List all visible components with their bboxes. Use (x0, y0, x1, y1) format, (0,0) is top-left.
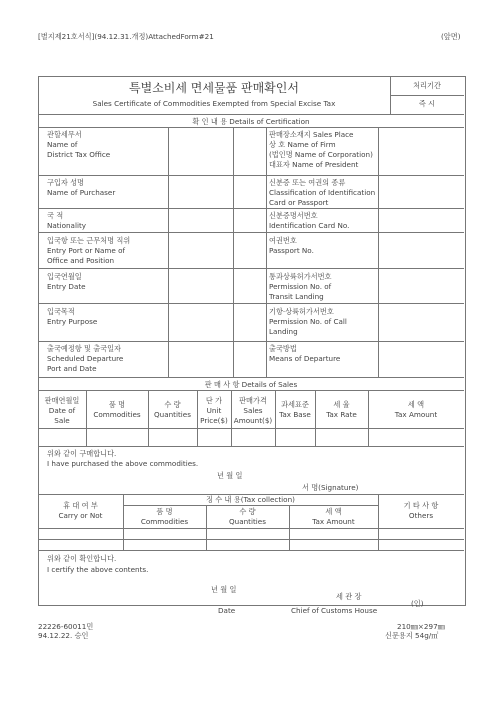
certify-statement-kr: 위와 같이 확인합니다. (47, 554, 117, 563)
call-landing-label: 기항·상륙허가서번호 Permission No. of Call Landing (269, 307, 347, 336)
entry-date-label: 입국연월일 Entry Date (47, 272, 86, 291)
purchase-statement-en: I have purchased the above commodities. (47, 459, 199, 468)
passport-number-label: 여권번호 Passport No. (269, 236, 314, 255)
form-number: [별지제21호서식](94.12.31.개정)AttachedForm#21 (38, 32, 214, 41)
sales-col-commodities: 품 명 Commodities (93, 400, 141, 419)
sales-col-date: 판매연월일 Date of Sale (44, 396, 80, 425)
form-title-english: Sales Certificate of Commodities Exempted from Special Excise Tax (92, 99, 336, 108)
sales-col-unit-price: 단 가 Unit Price($) (200, 396, 228, 425)
certification-section-title: 확 인 내 용 Details of Certification (192, 117, 310, 126)
certify-statement-en: I certify the above contents. (47, 565, 149, 574)
transit-landing-label: 통과상륙허가서번호 Permission No. of Transit Landing (269, 272, 332, 301)
district-tax-office-label: 관할세무서 Name of District Tax Office (47, 130, 111, 159)
sales-col-tax-base: 과세표준 Tax Base (279, 400, 311, 419)
paper-type: 신문용지 54g/㎡ (385, 631, 439, 640)
collection-col-commodities: 품 명 Commodities (140, 507, 189, 526)
purchaser-name-label: 구입자 성명 Name of Purchaser (47, 178, 116, 197)
departure-label: 출국예정항 및 출국일자 Scheduled Departure Port and Date (47, 344, 124, 373)
id-classification-label: 신분증 또는 여권의 종류 Classification of Identification Card or Passport (269, 178, 376, 207)
date-label-en: Date (218, 606, 236, 615)
purchase-statement-kr: 위와 같이 구매합니다. (47, 449, 117, 458)
processing-period-value: 즉 시 (418, 99, 436, 108)
sales-col-tax-rate: 세 율 Tax Rate (326, 400, 357, 419)
sales-col-tax-amount: 세 액 Tax Amount (394, 400, 438, 419)
entry-purpose-label: 입국목적 Entry Purpose (47, 307, 98, 326)
sales-col-amount: 판매가격 Sales Amount($) (233, 396, 273, 425)
customs-chief-en: Chief of Customs House (291, 606, 378, 615)
collection-col-quantities: 수 량 Quantities (229, 507, 266, 526)
others-col: 기 타 사 항 Others (403, 501, 439, 520)
certify-date-kr: 년 월 일 (211, 585, 237, 594)
signature-label: 서 명(Signature) (302, 483, 359, 492)
approval-date: 94.12.22. 승인 (38, 631, 89, 640)
purchase-date: 년 월 일 (217, 471, 243, 480)
id-card-number-label: 신분증명서번호 Identification Card No. (269, 211, 350, 230)
front-side-label: (앞면) (441, 32, 461, 41)
sales-col-quantities: 수 량 Quantities (154, 400, 191, 419)
carry-col: 휴 대 여 부 Carry or Not (58, 501, 103, 520)
processing-period-label: 처리기간 (413, 81, 441, 90)
entry-port-label: 입국항 또는 근무처명 직위 Entry Port or Name of Office and Position (47, 236, 131, 265)
nationality-label: 국 적 Nationality (47, 211, 87, 230)
sales-section-title: 판 매 사 항 Details of Sales (204, 380, 298, 389)
sales-place-label: 판매장소재지 Sales Place 상 호 Name of Firm (법인명 Name of Corporation) 대표자 Name of President (269, 130, 373, 169)
form-title: 특별소비세 면세물품 판매확인서 (129, 81, 299, 95)
paper-size: 210㎜×297㎜ (397, 622, 445, 631)
departure-means-label: 출국방법 Means of Departure (269, 344, 341, 363)
collection-col-tax-amount: 세 액 Tax Amount (312, 507, 355, 526)
customs-chief-kr: 세 관 장 (336, 592, 362, 601)
tax-collection-title: 징 수 내 용(Tax collection) (206, 495, 295, 504)
seal-mark: (인) (411, 599, 424, 608)
form-code: 22226-60011민 (38, 622, 94, 631)
